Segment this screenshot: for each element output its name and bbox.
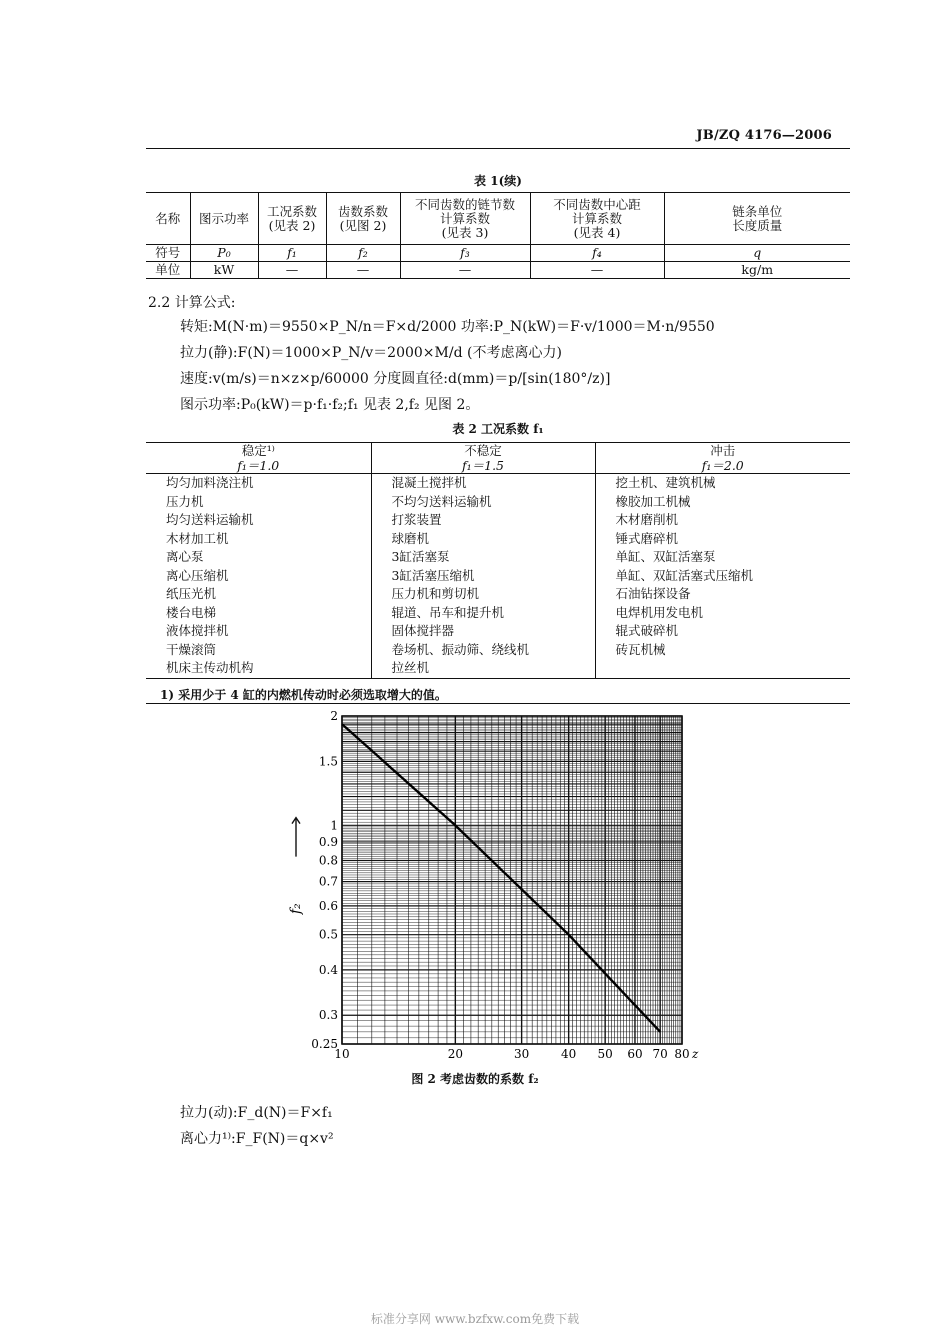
table2-item: 球磨机 — [391, 530, 430, 546]
formula-centrifugal-force: 离心力¹⁾:F_F(N)＝q×v² — [180, 1131, 334, 1147]
table1-cell: — — [326, 262, 400, 279]
table2-item: 橡胶加工机械 — [615, 493, 691, 509]
x-axis-label: z — [692, 1047, 699, 1061]
document-code: JB/ZQ 4176—2006 — [696, 128, 832, 143]
table2-header-label: 不稳定 — [464, 443, 502, 458]
y-tick-label: 0.4 — [318, 962, 338, 977]
table2-item: 3缸活塞泵 — [391, 549, 450, 564]
y-tick-label: 2 — [330, 709, 338, 723]
table2-item: 电焊机用发电机 — [615, 604, 704, 620]
table1-cell: — — [530, 262, 664, 279]
table2-column-unstable — [371, 474, 595, 679]
formula-speed: 速度:v(m/s)＝n×z×p/60000 分度圆直径:d(mm)＝p/[sin(180°/z)] — [180, 371, 611, 387]
table2-item: 液体搅拌机 — [166, 623, 229, 638]
table2-item: 楼台电梯 — [166, 604, 217, 620]
table2-body — [146, 474, 850, 679]
table1-cell: 工况系数 (见表 2) — [258, 193, 326, 245]
table1-cell: 不同齿数的链节数 计算系数 (见表 3) — [400, 193, 530, 245]
formula-dynamic-force: 拉力(动):F_d(N)＝F×f₁ — [180, 1105, 333, 1121]
table2-header — [146, 443, 850, 474]
table1-caption: 表 1(续) — [474, 174, 522, 188]
series-line-f2 — [342, 724, 660, 1032]
table2-bottom-rule — [146, 703, 850, 704]
y-tick-label: 0.5 — [318, 927, 338, 942]
table2-header-factor: f₁＝1.0 — [237, 458, 280, 473]
table1-cell: 链条单位 长度质量 — [664, 193, 850, 245]
formula-torque: 转矩:M(N·m)＝9550×P_N/n＝F×d/2000 功率:P_N(kW)＝F·v/1000＝M·n/9550 — [180, 319, 715, 335]
table1-cell: 单位 — [146, 262, 190, 279]
table2-column-stable — [146, 474, 371, 679]
table1-cell: f₃ — [400, 245, 530, 262]
table2-header-label: 冲击 — [710, 443, 736, 458]
table2-item: 单缸、双缸活塞泵 — [615, 549, 716, 564]
x-tick-label: 50 — [597, 1047, 613, 1061]
table2-column-impact — [595, 474, 850, 679]
table1-cell: kW — [190, 262, 258, 279]
table1-cell: 图示功率 — [190, 193, 258, 245]
table1-cell: 符号 — [146, 245, 190, 262]
y-tick-label: 0.9 — [318, 834, 338, 849]
table2-header-label: 稳定¹⁾ — [241, 443, 275, 458]
table1-cell: — — [258, 262, 326, 279]
table1-row-symbol — [146, 245, 850, 262]
table1 — [146, 192, 850, 279]
table1-cell: f₂ — [326, 245, 400, 262]
table1-cell: — — [400, 262, 530, 279]
table2-header-factor: f₁＝1.5 — [461, 458, 505, 473]
x-tick-label: 10 — [334, 1047, 350, 1061]
x-tick-label: 40 — [561, 1047, 577, 1061]
table2 — [146, 442, 850, 679]
table2-item: 混凝土搅拌机 — [391, 475, 467, 490]
table2-header-factor: f₁＝2.0 — [701, 458, 744, 473]
table2-item: 辊道、吊车和提升机 — [391, 604, 505, 620]
table2-item: 石油钻探设备 — [615, 586, 691, 601]
table2-item: 卷场机、振动筛、绕线机 — [391, 641, 530, 657]
table1-row-unit — [146, 262, 850, 279]
table2-item: 机床主传动机构 — [166, 660, 254, 675]
table1-cell: kg/m — [664, 262, 850, 279]
table2-item: 干燥滚筒 — [166, 641, 217, 657]
x-tick-label: 30 — [513, 1047, 530, 1061]
header-rule — [146, 148, 850, 149]
footer-watermark: 标准分享网 www.bzfxw.com免费下载 — [370, 1312, 580, 1326]
table1-cell: f₄ — [530, 245, 664, 262]
y-tick-label: 0.7 — [318, 874, 338, 889]
table2-item: 均匀加料浇注机 — [166, 475, 254, 490]
y-tick-label: 0.25 — [311, 1037, 338, 1051]
x-tick-label: 80 — [674, 1047, 690, 1061]
table2-item: 离心压缩机 — [166, 567, 229, 583]
table2-note: 1) 采用少于 4 缸的内燃机传动时必须选取增大的值。 — [160, 688, 447, 702]
table2-item: 打浆装置 — [391, 512, 442, 527]
table2-item: 压力机和剪切机 — [391, 586, 480, 601]
y-tick-label: 0.3 — [318, 1008, 338, 1023]
y-tick-label: 1 — [330, 818, 338, 833]
table1-cell: P₀ — [190, 245, 258, 262]
table1-cell: 名称 — [146, 193, 190, 245]
x-tick-label: 70 — [652, 1047, 668, 1061]
y-tick-label: 1.5 — [318, 754, 338, 769]
table2-item: 木材加工机 — [166, 530, 229, 546]
table2-item: 砖瓦机械 — [615, 641, 666, 657]
x-tick-label: 20 — [447, 1047, 463, 1061]
table2-item: 锤式磨碎机 — [615, 530, 679, 546]
f2-chart — [270, 706, 740, 1066]
table1-cell: 不同齿数中心距 计算系数 (见表 4) — [530, 193, 664, 245]
y-axis-label: f₂ — [288, 903, 304, 915]
table2-item: 挖土机、建筑机械 — [615, 475, 716, 490]
section-heading: 2.2 计算公式: — [148, 295, 236, 311]
formula-power: 图示功率:P₀(kW)＝p·f₁·f₂;f₁ 见表 2,f₂ 见图 2。 — [180, 397, 480, 413]
table1-cell: f₁ — [258, 245, 326, 262]
table1-row-name — [146, 193, 850, 245]
table2-item: 辊式破碎机 — [615, 623, 679, 638]
table1-cell: q — [664, 245, 850, 262]
table2-caption: 表 2 工况系数 f₁ — [452, 422, 544, 436]
y-tick-label: 0.8 — [318, 853, 338, 868]
table2-item: 3缸活塞压缩机 — [391, 567, 475, 583]
table2-item: 固体搅拌器 — [391, 623, 455, 638]
x-tick-label: 60 — [627, 1047, 643, 1061]
table2-item: 压力机 — [166, 493, 204, 509]
table2-item: 纸压光机 — [166, 586, 217, 601]
formula-static-force: 拉力(静):F(N)＝1000×P_N/v＝2000×M/d (不考虑离心力) — [180, 345, 562, 361]
figure-caption: 图 2 考虑齿数的系数 f₂ — [411, 1072, 539, 1086]
y-tick-label: 0.6 — [318, 898, 338, 913]
table2-item: 拉丝机 — [391, 660, 430, 675]
table2-item: 离心泵 — [166, 549, 204, 564]
table2-item: 均匀送料运输机 — [166, 512, 254, 527]
table2-item: 单缸、双缸活塞式压缩机 — [615, 567, 754, 583]
table2-item: 木材磨削机 — [615, 512, 679, 527]
table2-item: 不均匀送料运输机 — [391, 493, 492, 509]
table1-cell: 齿数系数 (见图 2) — [326, 193, 400, 245]
